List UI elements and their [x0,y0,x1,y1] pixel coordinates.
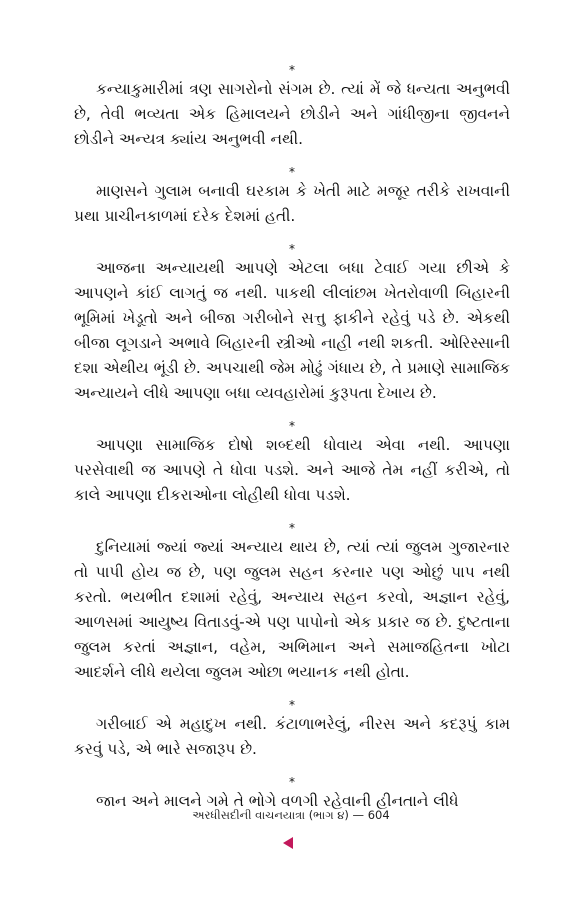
section-separator: * [289,165,295,179]
section-separator: * [289,698,295,712]
section-separator: * [289,419,295,433]
page-content [74,64,510,828]
previous-page-arrow-icon[interactable] [283,837,293,849]
paragraph-poverty: ગરીબાઈ એ મહાદુખ નથી. કંટાળાભરેલું, નીરસ અને કદરૂપું કામ કરવું પડે, એ ભારે સજારૂપ છે. [74,715,510,758]
paragraph-life-and-wealth: જાન અને માલને ગમે તે ભોગે વળગી રહેવાની હીનતાને લીધે [96,792,459,810]
page-footer [0,808,582,822]
section-separator: * [289,521,295,535]
footer-book-title: અરધીસદીની વાચનયાત્રા (ભાગ ૪) [192,808,349,822]
paragraph-slavery: માણસને ગુલામ બનાવી ઘરકામ કે ખેતી માટે મજૂર તરીકે રાખવાની પ્રથા પ્રાચીનકાળમાં દરેક દેશમાં હતી. [74,182,510,225]
footer-page-number: 604 [367,808,390,822]
paragraph-injustice: આજના અન્યાયથી આપણે એટલા બધા ટેવાઈ ગયા છીએ કે આપણને કાંઈ લાગતું જ નથી. પાકથી લીલાંછમ ખેતરોવાળી બિહારની ભૂમિમાં ખેડૂતો અને બીજા ગરીબોને સત્તુ ફાકીને રહેવું પડે છે. એકથી બીજા લૂગડાને અભાવે બિહારની સ્ત્રીઓ નાહી નથી શકતી. ઓરિસ્સાની દશા એથીય ભૂંડી છે. અપચાથી જેમ મોઢું ગંધાય છે, તે પ્રમાણે સામાજિક અન્યાયને લીધે આપણા બધા વ્યવહારોમાં કુરૂપતા દેખાય છે. [74,259,510,402]
footer-dash: — [352,808,365,822]
section-separator: * [289,242,295,256]
paragraph-kanyakumari: કન્યાકુમારીમાં ત્રણ સાગરોનો સંગમ છે. ત્યાં મેં જે ધન્યતા અનુભવી છે, તેવી ભવ્યતા એક હિમાલયને છોડીને અને ગાંધીજીના જીવનને છોડીને અન્યત્ર ક્યાંય અનુભવી નથી. [74,80,510,148]
paragraph-oppression: દુનિયામાં જ્યાં જ્યાં અન્યાય થાય છે, ત્યાં ત્યાં જુલમ ગુજારનાર તો પાપી હોય જ છે, પણ જુલમ સહન કરનાર પણ ઓછું પાપ નથી કરતો. ભયભીત દશામાં રહેવું, અન્યાય સહન કરવો, અજ્ઞાન રહેવું, આળસમાં આયુષ્ય વિતાડવું-એ પણ પાપોનો એક પ્રકાર જ છે. દુષ્ટતાના જુલમ કરતાં અજ્ઞાન, વહેમ, અભિમાન અને સમાજહિતના ખોટા આદર્શને લીધે થયેલા જુલમ ઓછા ભયાનક નથી હોતા. [74,538,510,681]
paragraph-social-faults: આપણા સામાજિક દોષો શબ્દથી ધોવાય એવા નથી. આપણા પરસેવાથી જ આપણે તે ધોવા પડશે. અને આજે તેમ નહીં કરીએ, તો કાલે આપણા દીકરાઓના લોહીથી ધોવા પડશે. [74,436,510,504]
section-separator: * [289,775,295,789]
section-separator: * [289,63,295,77]
